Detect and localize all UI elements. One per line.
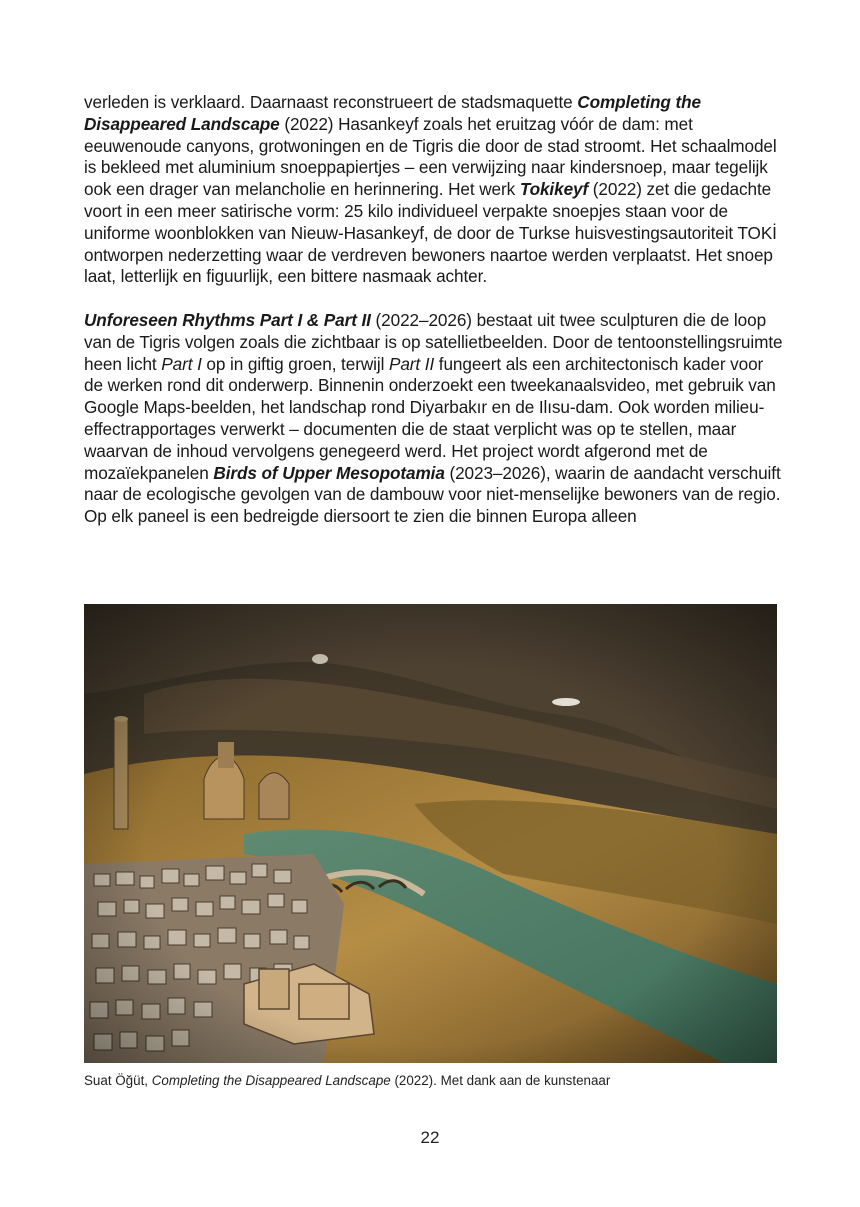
paragraph-2 bbox=[84, 310, 784, 528]
caption-artist: Suat Öğüt, bbox=[84, 1073, 152, 1088]
part-title: Part I bbox=[161, 353, 202, 374]
artwork-title: Tokikeyf bbox=[519, 179, 589, 200]
paragraph-text: (2022) zet die gedachte voort in een meer satirische vorm: 25 kilo individueel verpakte snoepjes staan voor de uniforme woonblokken van Nieuw-Hasankeyf, de door de Turkse huisvestingsautoriteit TOKİ ontworpen nederzetting waar de verdreven bewoners naartoe werden verplaatst. Het snoep laat, letterlijk en figuurlijk, een bittere nasmaak achter. bbox=[84, 179, 777, 287]
paragraph-text: (2023–2026), waarin de aandacht verschuift naar de ecologische gevolgen van de dambouw voor niet-menselijke bewoners van de regio. Op elk paneel is een bedreigde diersoort te zien die binnen Europa alleen bbox=[84, 462, 781, 527]
caption-title: Completing the Disappeared Landscape bbox=[151, 1073, 391, 1088]
artwork-title: Birds of Upper Mesopotamia bbox=[213, 462, 445, 483]
paragraph-text: (2022–2026) bestaat uit twee sculpturen die de loop van de Tigris volgen zoals die zichtbaar is op satellietbeelden. Door de tentoonstellingsruimte heen licht bbox=[84, 309, 783, 374]
paragraph-1 bbox=[84, 92, 784, 288]
part-title: Part II bbox=[388, 353, 435, 374]
paragraph-text: fungeert als een architectonisch kader voor de werken rond dit onderwerp. Binnenin onderzoekt een tweekanaalsvideo, met gebruik van Google Maps-beelden, het landschap rond Diyarbakır en de Ilısu-dam. Ook worden milieu-effectrapportages verwerkt – documenten die de staat verplicht was op te stellen, maar waarvan de inhoud vervolgens genegeerd werd. Het project wordt afgerond met de mozaïekpanelen bbox=[84, 353, 776, 483]
landscape-model-photo bbox=[84, 604, 777, 1063]
artwork-title: Unforeseen Rhythms Part I & Part II bbox=[84, 309, 371, 330]
artwork-title: Completing the Disappeared Landscape bbox=[84, 92, 701, 134]
paragraph-text: verleden is verklaard. Daarnaast reconstrueert de stadsmaquette bbox=[84, 92, 578, 112]
paragraph-text: op in giftig groen, terwijl bbox=[201, 353, 389, 374]
paragraph-text: (2022) Hasankeyf zoals het eruitzag vóór de dam: met eeuwenoude canyons, grotwoningen en de Tigris die door de stad stroomt. Het schaalmodel is bekleed met aluminium snoeppapiertjes – een verwijzing naar kindersnoep, maar tegelijk ook een drager van melancholie en herinnering. Het werk bbox=[84, 113, 777, 200]
photo-caption bbox=[84, 1072, 784, 1090]
body-text bbox=[84, 92, 784, 528]
page-number: 22 bbox=[420, 1128, 440, 1147]
caption-credit: (2022). Met dank aan de kunstenaar bbox=[390, 1073, 611, 1088]
